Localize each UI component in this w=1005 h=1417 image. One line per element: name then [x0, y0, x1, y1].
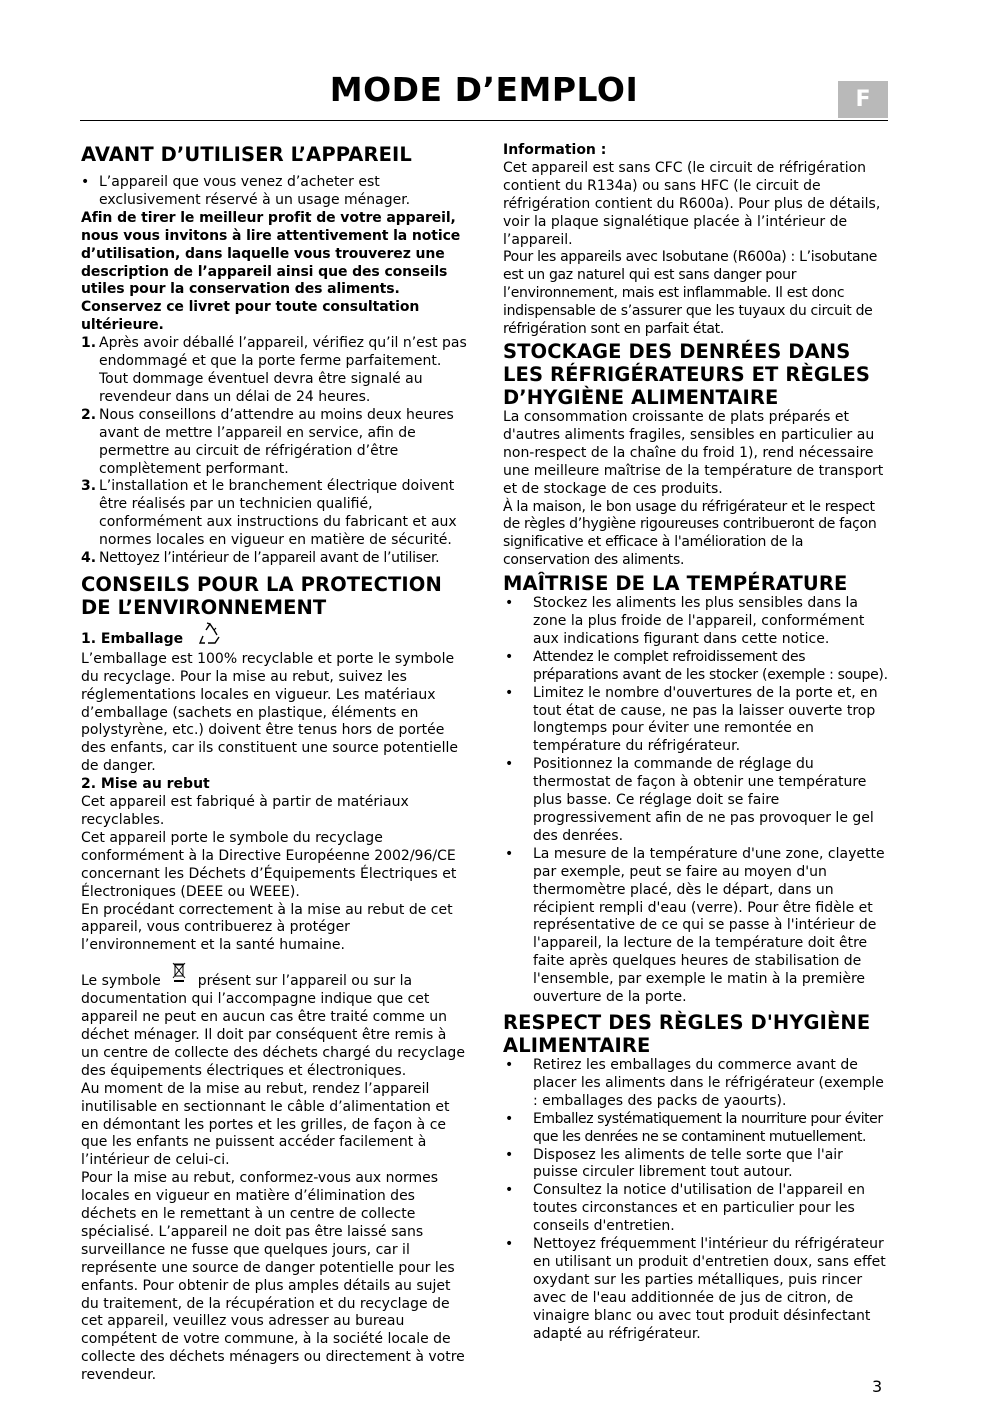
- page-title: MODE D’EMPLOI: [329, 70, 639, 109]
- intro-bullet-text: L’appareil que vous venez d’acheter est exclusivement réservé à un usage ménager.: [99, 174, 411, 208]
- bullet-text: Consultez la notice d'utilisation de l'appareil en toutes circonstances et en particulier pour les conseils d'entretien.: [533, 1182, 865, 1235]
- recycle-icon: [197, 621, 223, 651]
- heading-conseils: CONSEILS POUR LA PROTECTION DE L’ENVIRONNEMENT: [81, 572, 442, 619]
- heading-information: Information :: [503, 142, 607, 158]
- symbole-post-text: présent sur l’appareil ou sur la documentation qui l’accompagne indique que cet appareil ne peut en aucun cas être traité comme un déchet ménager. Il doit par conséquent être remis à un centre de collecte des déchets chargé du recyclage des équipements électriques et électroniques.: [81, 973, 465, 1079]
- bullet-marker: •: [505, 845, 514, 862]
- bullet-marker: •: [505, 595, 514, 612]
- crossed-bin-icon: [171, 961, 187, 989]
- heading-stockage: STOCKAGE DES DENRÉES DANS LES RÉFRIGÉRATEURS ET RÈGLES D’HYGIÈNE ALIMENTAIRE: [503, 339, 871, 409]
- heading-rebut: 2. Mise au rebut: [81, 776, 210, 793]
- emballage-heading-row: [81, 629, 467, 651]
- bullet-marker: •: [505, 1236, 514, 1253]
- stockage-text-2: À la maison, le bon usage du réfrigérateur et le respect de règles d’hygiène rigoureuses contribueront de façon significative et efficace à l'amélioration de la conservation des aliments.: [503, 498, 877, 569]
- symbole-pre-text: Le symbole: [81, 973, 161, 990]
- numbered-item-3: [81, 478, 467, 550]
- intro-bullet: [81, 174, 467, 210]
- bullet-text: Attendez le complet refroidissement des préparations avant de les stocker (exemple : soupe).: [533, 648, 888, 683]
- bullet-marker: •: [505, 684, 514, 701]
- language-tab: F: [838, 81, 888, 118]
- numbered-item-1: [81, 335, 467, 407]
- title-rule: [80, 120, 888, 121]
- item-text: Nettoyez l’intérieur de l’appareil avant de l’utiliser.: [99, 550, 440, 567]
- intro-bold-paragraph: Afin de tirer le meilleur profit de votre appareil, nous vous invitons à lire attentivement la notice d’utilisation, dans laquelle vous trouverez une description de l’appareil ainsi que des conseils utiles pour la conservation des aliments. Conservez ce livret pour toute consultation ultérieure.: [81, 209, 461, 334]
- item-text: L’installation et le branchement électrique doivent être réalisés par un technicien qualifié, conformément aux instructions du fabricant et aux normes locales en vigueur en matière de sécurité.: [99, 478, 457, 549]
- bullet-marker: •: [505, 756, 514, 773]
- respect-item: [503, 1111, 891, 1147]
- bullet-marker: •: [505, 1110, 514, 1127]
- maitrise-item: [503, 756, 891, 846]
- heading-avant: AVANT D’UTILISER L’APPAREIL: [81, 143, 412, 166]
- right-column: [503, 142, 891, 1343]
- item-number: 3.: [81, 478, 97, 495]
- info-text-2: Pour les appareils avec Isobutane (R600a) : L’isobutane est un gaz naturel qui est sans danger pour l’environnement, mais est inflammable. Il est donc indispensable de s’assurer que les tuyaux du circuit de réfrigération sont en parfait état.: [503, 249, 878, 338]
- maitrise-item: [503, 846, 891, 1007]
- rebut-text-4: Au moment de la mise au rebut, rendez l’appareil inutilisable en sectionnant le câble d’alimentation et en démontant les portes et les grilles, de façon à ce que les enfants ne puissent accéder facilement à l’intérieur de celui-ci.: [81, 1080, 450, 1169]
- symbole-paragraph: [81, 973, 467, 1080]
- rebut-text-3: En procédant correctement à la mise au rebut de cet appareil, vous contribuerez à protéger l’environnement et la santé humaine.: [81, 901, 453, 954]
- respect-item: [503, 1057, 891, 1111]
- maitrise-item: [503, 649, 891, 685]
- respect-item: [503, 1236, 891, 1343]
- item-number: 2.: [81, 406, 97, 423]
- bullet-marker: •: [81, 174, 90, 190]
- item-text: Nous conseillons d’attendre au moins deux heures avant de mettre l’appareil en service, afin de permettre au circuit de réfrigération d’être complètement performant.: [99, 406, 454, 477]
- bullet-text: Limitez le nombre d'ouvertures de la porte et, en tout état de cause, ne pas la laisser ouverte trop longtemps pour éviter une remontée en température du réfrigérateur.: [533, 684, 878, 755]
- respect-item: [503, 1182, 891, 1236]
- rebut-text-5: Pour la mise au rebut, conformez-vous aux normes locales en vigueur en matière d’élimination des déchets en le remettant à un centre de collecte spécialisé. L’appareil ne doit pas être laissé sans surveillance ne fusse que quelques jours, car il représente une source de danger potentielle pour les enfants. Pour obtenir de plus amples détails au sujet du traitement, de la récupération et du recyclage de cet appareil, veuillez vous adresser au bureau compétent de votre commune, à la société locale de collecte des déchets ménagers ou directement à votre revendeur.: [81, 1170, 465, 1384]
- heading-respect: RESPECT DES RÈGLES D'HYGIÈNE ALIMENTAIRE: [503, 1010, 871, 1057]
- item-number: 1.: [81, 335, 97, 352]
- respect-item: [503, 1147, 891, 1183]
- item-text: Après avoir déballé l’appareil, vérifiez qu’il n’est pas endommagé et que la porte ferme parfaitement. Tout dommage éventuel devra être signalé au revendeur dans un délai de 24 heures.: [99, 335, 467, 405]
- numbered-item-2: [81, 407, 467, 479]
- heading-emballage: 1. Emballage: [81, 630, 184, 647]
- maitrise-item: [503, 595, 891, 649]
- bullet-marker: •: [505, 1182, 514, 1199]
- bullet-marker: •: [505, 648, 514, 665]
- bullet-text: Stockez les aliments les plus sensibles dans la zone la plus froide de l'appareil, conformément aux indications figurant dans cette notice.: [533, 595, 865, 647]
- item-number: 4.: [81, 550, 97, 567]
- bullet-text: Emballez systématiquement la nourriture pour éviter que les denrées ne se contaminent mutuellement.: [533, 1110, 883, 1145]
- bullet-text: Positionnez la commande de réglage du thermostat de façon à obtenir une température plus basse. Ce réglage doit se faire progressivement afin de ne pas provoquer le gel des denrées.: [533, 756, 874, 844]
- bullet-text: Retirez les emballages du commerce avant de placer les aliments dans le réfrigérateur (exemple : emballages des packs de yaourts).: [533, 1056, 884, 1109]
- maitrise-item: [503, 685, 891, 757]
- left-column: [81, 142, 467, 1385]
- heading-maitrise: MAÎTRISE DE LA TEMPÉRATURE: [503, 572, 848, 596]
- bullet-marker: •: [505, 1146, 514, 1163]
- info-text-1: Cet appareil est sans CFC (le circuit de réfrigération contient du R134a) ou sans HFC (le circuit de réfrigération contient du R600a). Pour plus de détails, voir la plaque signalétique placée à l’intérieur de l’appareil.: [503, 159, 881, 248]
- bullet-text: La mesure de la température d'une zone, clayette par exemple, peut se faire au moyen d'un thermomètre placé, dès le départ, dans un récipient rempli d'eau (verre). Pour être fidèle et représentative de ce qui se passe à l'intérieur de l'appareil, la lecture de la température doit être faite après quelques heures de stabilisation de l'ensemble, par exemple le matin à la première ouverture de la porte.: [533, 845, 885, 1006]
- emballage-text: L’emballage est 100% recyclable et porte le symbole du recyclage. Pour la mise au rebut, suivez les réglementations locales en vigueur. Les matériaux d’emballage (sachets en plastique, éléments en polystyrène, etc.) doivent être tenus hors de portée des enfants, car ils constituent une source potentielle de danger.: [81, 650, 458, 775]
- bullet-marker: •: [505, 1056, 514, 1073]
- bullet-text: Disposez les aliments de telle sorte que l'air puisse circuler librement tout autour.: [533, 1146, 843, 1181]
- rebut-text-1: Cet appareil est fabriqué à partir de matériaux recyclables.: [81, 794, 409, 828]
- stockage-text-1: La consommation croissante de plats préparés et d'autres aliments fragiles, sensibles en particulier au non-respect de la chaîne du froid 1), rend nécessaire une meilleure maîtrise de la température de transport et de stockage de ces produits.: [503, 408, 884, 497]
- rebut-text-2: Cet appareil porte le symbole du recyclage conformément à la Directive Européenne 2002/96/CE concernant les Déchets d’Équipements Électriques et Électroniques (DEEE ou WEEE).: [81, 829, 457, 900]
- page-number: 3: [872, 1377, 883, 1396]
- numbered-item-4: [81, 550, 467, 568]
- bullet-text: Nettoyez fréquemment l'intérieur du réfrigérateur en utilisant un produit d'entretien doux, sans effet oxydant sur les parties métalliques, puis rincer avec de l'eau additionnée de jus de citron, de vinaigre blanc ou avec tout produit désinfectant adapté au réfrigérateur.: [533, 1236, 886, 1342]
